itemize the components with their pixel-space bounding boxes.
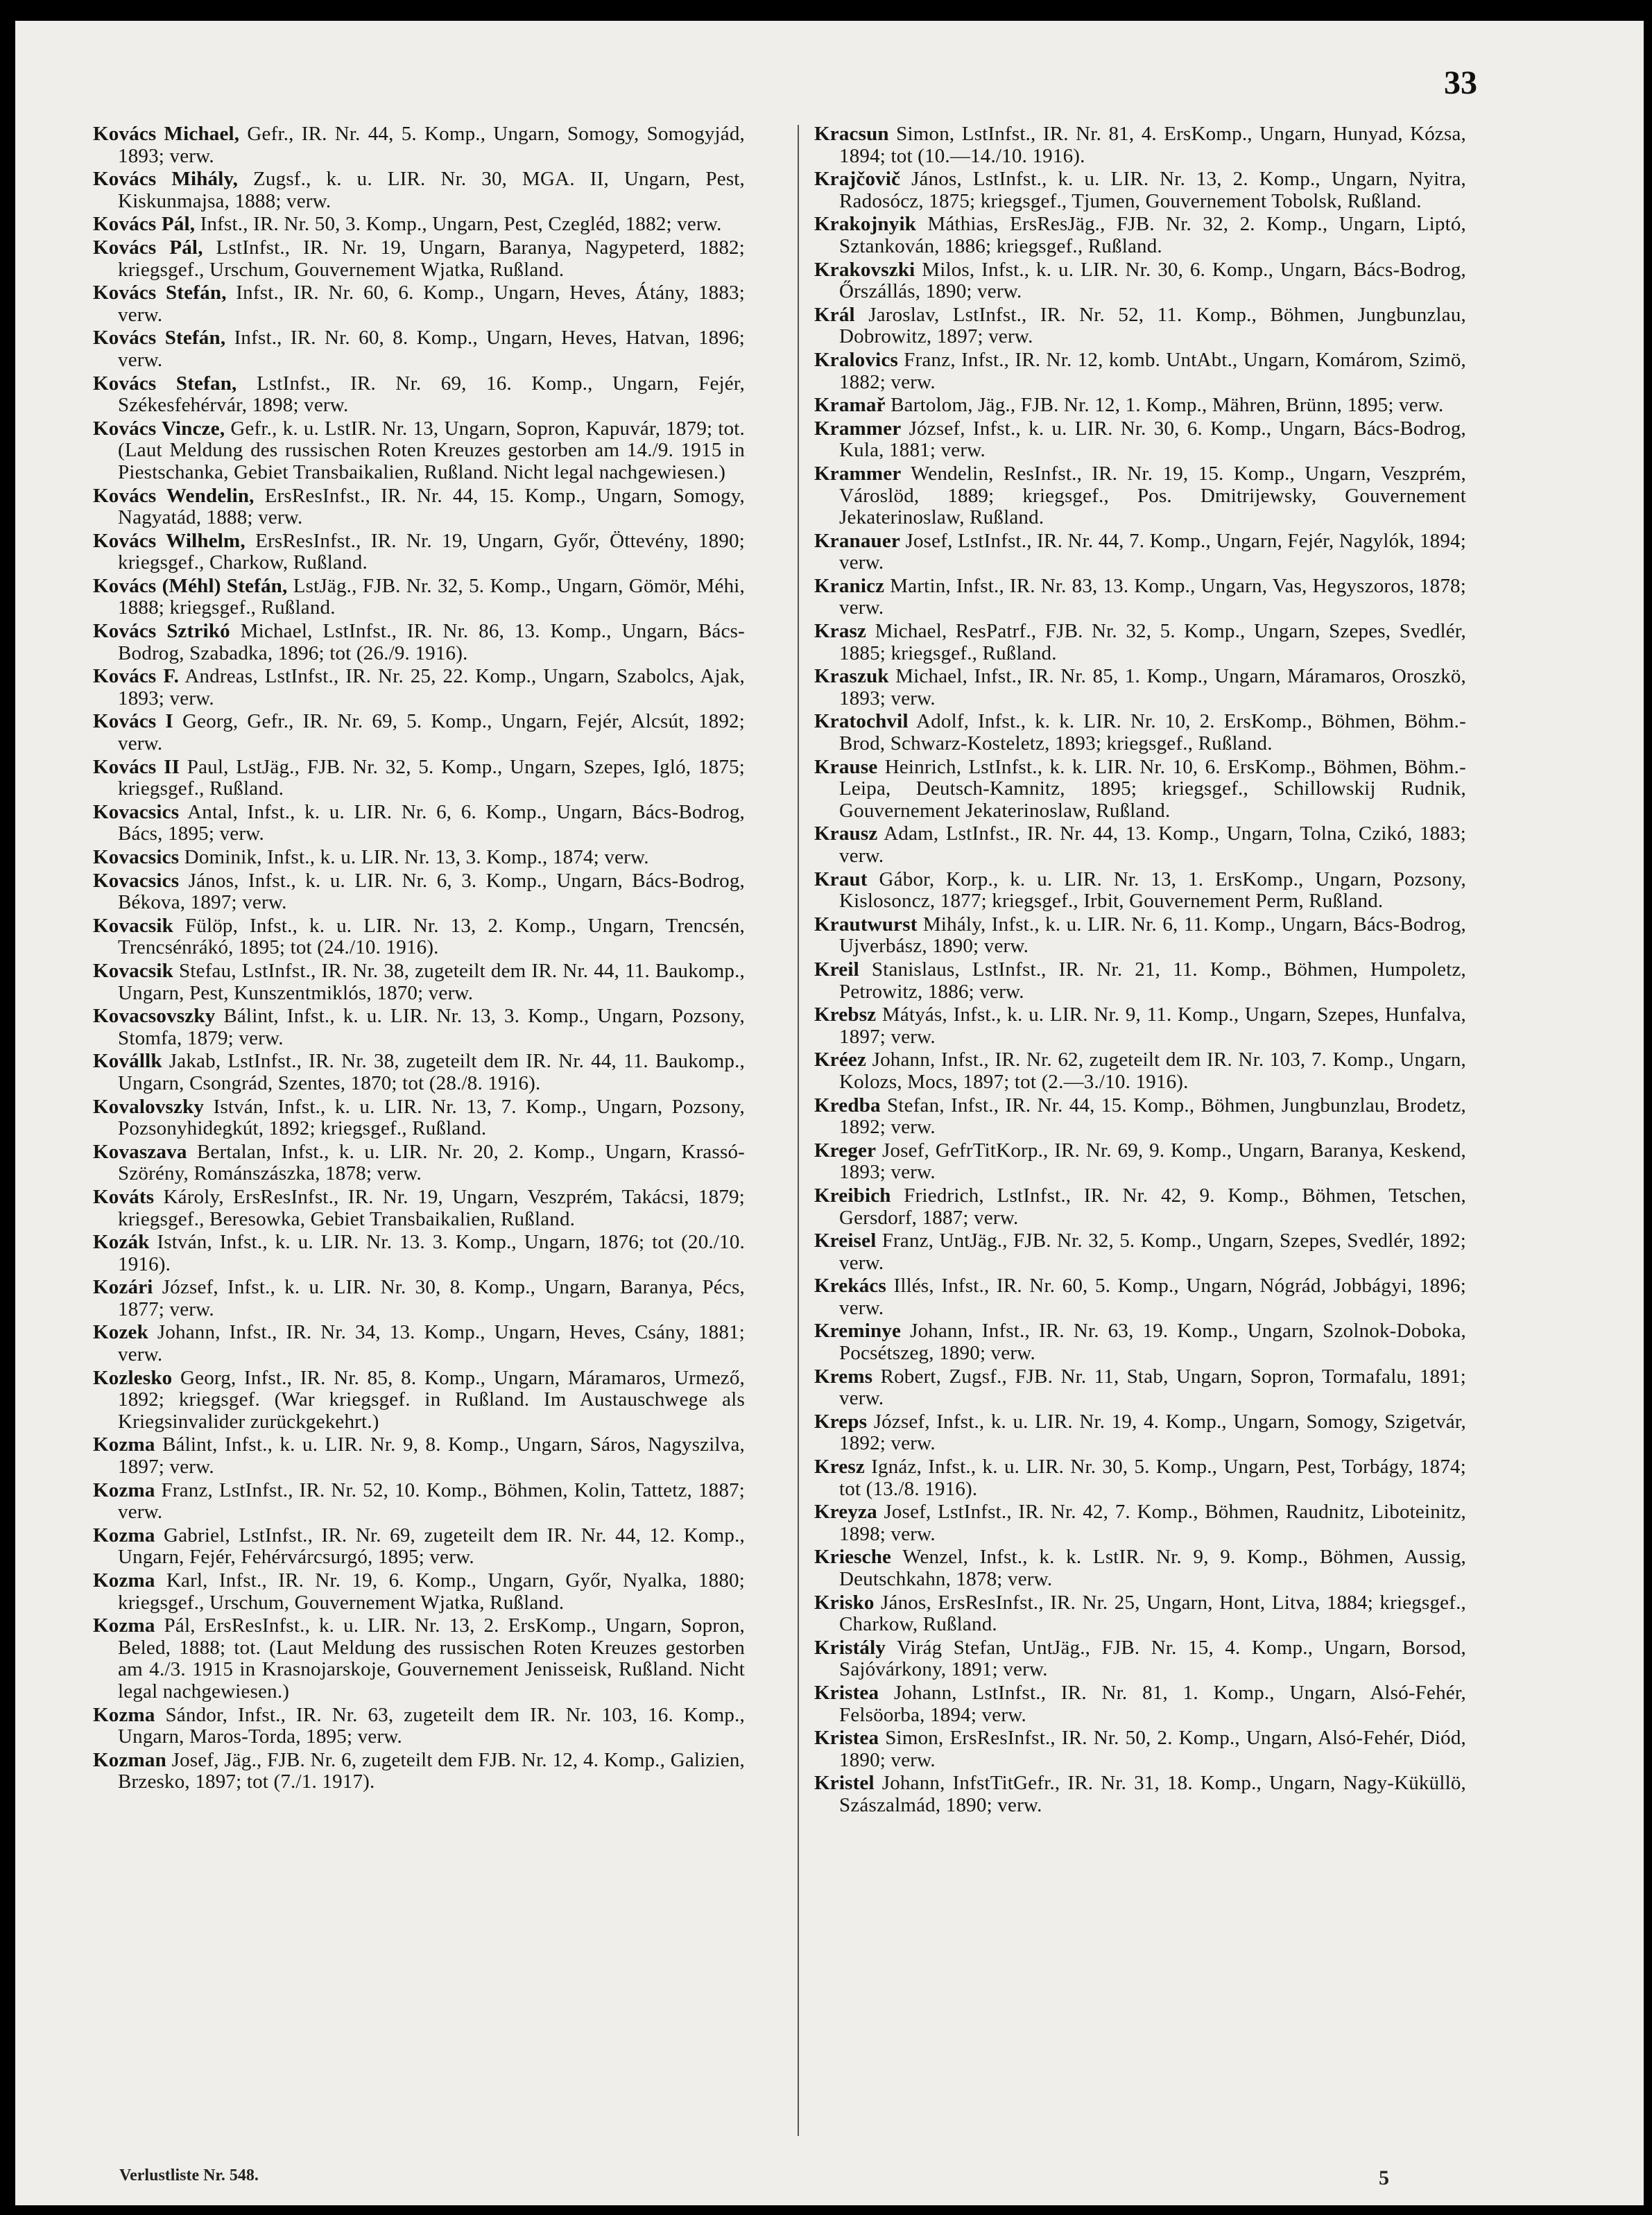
- footer-signature-mark: 5: [1379, 2166, 1389, 2189]
- entry-details: Stanislaus, LstInfst., IR. Nr. 21, 11. Komp., Böhmen, Humpoletz, Petrowitz, 1886; verw.: [839, 958, 1466, 1003]
- list-entry: [814, 869, 1466, 913]
- list-entry: [93, 711, 745, 755]
- entry-name: Krammer: [814, 462, 902, 485]
- entry-details: Mátyás, Infst., k. u. LIR. Nr. 9, 11. Komp., Ungarn, Szepes, Hunfalva, 1897; verw.: [839, 1003, 1466, 1048]
- entry-name: Kreil: [814, 958, 859, 981]
- list-entry: [93, 1368, 745, 1433]
- entry-name: Kovács Mihály,: [93, 168, 239, 191]
- list-entry: [93, 237, 745, 281]
- entry-details: József, Infst., k. u. LIR. Nr. 30, 6. Komp., Ungarn, Bács-Bodrog, Kula, 1881; verw.: [839, 417, 1466, 462]
- entry-details: Franz, LstInfst., IR. Nr. 52, 10. Komp., Böhmen, Kolin, Tattetz, 1887; verw.: [118, 1479, 745, 1524]
- entry-name: Kreger: [814, 1139, 877, 1162]
- list-entry: [93, 327, 745, 371]
- list-entry: [93, 169, 745, 212]
- entry-details: János, ErsResInfst., IR. Nr. 25, Ungarn, Hont, Litva, 1884; kriegsgef., Charkow, Rußland.: [839, 1591, 1466, 1636]
- entry-details: Josef, Jäg., FJB. Nr. 6, zugeteilt dem FJB. Nr. 12, 4. Komp., Galizien, Brzesko, 1897; tot (7./1. 1917).: [118, 1748, 745, 1793]
- list-entry: [93, 870, 745, 914]
- entry-name: Krakojnyik: [814, 213, 917, 236]
- entry-details: LstInfst., IR. Nr. 69, 16. Komp., Ungarn, Fejér, Székesfehérvár, 1898; verw.: [118, 372, 745, 417]
- list-entry: [814, 666, 1466, 709]
- entry-name: Kristea: [814, 1681, 879, 1704]
- list-entry: [93, 666, 745, 709]
- entry-name: Kristea: [814, 1727, 879, 1750]
- entry-details: Friedrich, LstInfst., IR. Nr. 42, 9. Komp., Böhmen, Tetschen, Gersdorf, 1887; verw.: [839, 1184, 1466, 1229]
- entry-name: Král: [814, 303, 855, 326]
- list-entry: [814, 1456, 1466, 1500]
- list-entry: [93, 418, 745, 484]
- entry-details: Gabriel, LstInfst., IR. Nr. 69, zugeteilt dem IR. Nr. 44, 12. Komp., Ungarn, Fejér, Fehérvárcsurgó, 1895; verw.: [118, 1524, 745, 1569]
- entry-name: Kozek: [93, 1321, 148, 1344]
- entry-details: Franz, UntJäg., FJB. Nr. 32, 5. Komp., Ungarn, Szepes, Svedlér, 1892; verw.: [839, 1230, 1466, 1274]
- entry-name: Kovacsics: [93, 869, 180, 892]
- list-entry: [814, 1727, 1466, 1771]
- entry-name: Kreps: [814, 1410, 868, 1433]
- entry-details: István, Infst., k. u. LIR. Nr. 13. 3. Komp., Ungarn, 1876; tot (20./10. 1916).: [118, 1231, 745, 1275]
- entry-name: Kozma: [93, 1479, 155, 1501]
- list-entry: [93, 960, 745, 1004]
- list-entry: [814, 1320, 1466, 1364]
- entry-details: Stefan, Infst., IR. Nr. 44, 15. Komp., Böhmen, Jungbunzlau, Brodetz, 1892; verw.: [839, 1094, 1466, 1139]
- entry-details: Bartolom, Jäg., FJB. Nr. 12, 1. Komp., Mähren, Brünn, 1895; verw.: [885, 394, 1444, 417]
- list-entry: [93, 802, 745, 845]
- entry-details: Karl, Infst., IR. Nr. 19, 6. Komp., Ungarn, Győr, Nyalka, 1880; kriegsgef., Urschum, Gouvernement Wjatka, Rußland.: [118, 1569, 745, 1614]
- list-entry: [93, 1006, 745, 1049]
- list-entry: [814, 1682, 1466, 1726]
- entry-details: Johann, LstInfst., IR. Nr. 81, 1. Komp., Ungarn, Alsó-Fehér, Felsöorba, 1894; verw.: [839, 1681, 1466, 1726]
- list-entry: [814, 1411, 1466, 1455]
- list-entry: [814, 1095, 1466, 1139]
- right-column: [814, 123, 1466, 1818]
- entry-name: Kovács Sztrikó: [93, 620, 230, 643]
- entry-name: Krammer: [814, 417, 902, 440]
- entry-details: Josef, LstInfst., IR. Nr. 44, 7. Komp., Ungarn, Fejér, Nagylók, 1894; verw.: [839, 529, 1466, 574]
- list-entry: [93, 282, 745, 326]
- list-entry: [814, 259, 1466, 303]
- entry-details: Sándor, Infst., IR. Nr. 63, zugeteilt dem IR. Nr. 103, 16. Komp., Ungarn, Maros-Torda, 1895; verw.: [118, 1703, 745, 1748]
- entry-details: Wendelin, ResInfst., IR. Nr. 19, 15. Komp., Ungarn, Veszprém, Városlöd, 1889; kriegsgef., Pos. Dmitrijewsky, Gouvernement Jekaterinoslaw, Rußland.: [839, 462, 1466, 529]
- entry-name: Kreminye: [814, 1320, 902, 1343]
- entry-details: Máthias, ErsResJäg., FJB. Nr. 32, 2. Komp., Ungarn, Liptó, Sztankován, 1886; kriegsgef., Rußland.: [839, 213, 1466, 257]
- list-entry: [93, 1434, 745, 1478]
- list-entry: [814, 757, 1466, 822]
- entry-name: Krisko: [814, 1591, 875, 1614]
- entry-name: Krause: [814, 755, 878, 778]
- list-entry: [93, 1705, 745, 1748]
- entry-details: János, LstInfst., k. u. LIR. Nr. 13, 2. Komp., Ungarn, Nyitra, Radosócz, 1875; kriegsgef., Tjumen, Gouvernement Tobolsk, Rußland.: [839, 168, 1466, 212]
- entry-name: Kovacsik: [93, 914, 173, 937]
- entry-details: Wenzel, Infst., k. k. LstIR. Nr. 9, 9. Komp., Böhmen, Aussig, Deutschkahn, 1878; verw.: [839, 1546, 1466, 1590]
- entry-details: Gefr., k. u. LstIR. Nr. 13, Ungarn, Sopron, Kapuvár, 1879; tot. (Laut Meldung des russischen Roten Kreuzes gestorben am 14./9. 1915 in Piestschanka, Gebiet Transbaikalien, Rußland. Nicht legal nachgewiesen.): [118, 417, 745, 483]
- entry-details: Fülöp, Infst., k. u. LIR. Nr. 13, 2. Komp., Ungarn, Trencsén, Trencsénrákó, 1895; tot (24./10. 1916).: [118, 914, 745, 959]
- list-entry: [814, 711, 1466, 755]
- entry-name: Kriesche: [814, 1546, 892, 1569]
- entry-name: Kralovics: [814, 348, 899, 371]
- entry-name: Kredba: [814, 1094, 881, 1117]
- list-entry: [93, 1232, 745, 1275]
- list-entry: [814, 169, 1466, 212]
- entry-details: Georg, Gefr., IR. Nr. 69, 5. Komp., Ungarn, Fejér, Alcsút, 1892; verw.: [118, 710, 745, 755]
- list-entry: [814, 1501, 1466, 1545]
- entry-name: Kovács Stefán,: [93, 282, 227, 304]
- list-entry: [93, 576, 745, 619]
- list-entry: [93, 1570, 745, 1614]
- list-entry: [814, 1185, 1466, 1229]
- list-entry: [93, 1187, 745, 1230]
- entry-name: Krekács: [814, 1275, 886, 1298]
- document-page: [15, 21, 1644, 2205]
- entry-name: Krajčovič: [814, 168, 901, 191]
- entry-name: Kresz: [814, 1456, 865, 1479]
- entry-name: Kovács I: [93, 710, 173, 733]
- list-entry: [814, 350, 1466, 393]
- list-entry: [93, 915, 745, 959]
- entry-name: Kozma: [93, 1433, 155, 1456]
- list-entry: [814, 418, 1466, 462]
- list-entry: [93, 621, 745, 664]
- entry-details: József, Infst., k. u. LIR. Nr. 30, 8. Komp., Ungarn, Baranya, Pécs, 1877; verw.: [118, 1276, 745, 1320]
- list-entry: [814, 1637, 1466, 1681]
- list-entry: [93, 485, 745, 529]
- list-entry: [814, 1004, 1466, 1048]
- entry-details: Johann, Infst., IR. Nr. 34, 13. Komp., Ungarn, Heves, Csány, 1881; verw.: [118, 1321, 745, 1366]
- column-divider: [798, 125, 799, 2136]
- entry-details: Illés, Infst., IR. Nr. 60, 5. Komp., Ungarn, Nógrád, Jobbágyi, 1896; verw.: [839, 1275, 1466, 1319]
- list-entry: [93, 1051, 745, 1094]
- entry-name: Kraut: [814, 868, 868, 890]
- list-entry: [814, 1592, 1466, 1636]
- entry-name: Krasz: [814, 620, 867, 643]
- list-entry: [814, 1773, 1466, 1816]
- entry-name: Kréez: [814, 1049, 867, 1071]
- entry-name: Krautwurst: [814, 913, 918, 936]
- entry-name: Kreisel: [814, 1230, 877, 1252]
- entry-name: Kreibich: [814, 1184, 891, 1207]
- entry-details: Johann, Infst., IR. Nr. 62, zugeteilt dem IR. Nr. 103, 7. Komp., Ungarn, Kolozs, Mocs, 1897; tot (2.—3./10. 1916).: [839, 1049, 1466, 1093]
- entry-details: Johann, InfstTitGefr., IR. Nr. 31, 18. Komp., Ungarn, Nagy-Küküllö, Szászalmád, 1890; verw.: [839, 1772, 1466, 1816]
- entry-details: János, Infst., k. u. LIR. Nr. 6, 3. Komp., Ungarn, Bács-Bodrog, Békova, 1897; verw.: [118, 869, 745, 914]
- list-entry: [814, 123, 1466, 167]
- entry-name: Kovács (Méhl) Stefán,: [93, 574, 288, 597]
- entry-details: ErsResInfst., IR. Nr. 19, Ungarn, Győr, Öttevény, 1890; kriegsgef., Charkow, Rußland.: [118, 529, 745, 574]
- entry-name: Kovács Pál,: [93, 213, 196, 236]
- list-entry: [814, 1230, 1466, 1274]
- entry-details: Stefau, LstInfst., IR. Nr. 38, zugeteilt dem IR. Nr. 44, 11. Baukomp., Ungarn, Pest, Kunszentmiklós, 1870; verw.: [118, 959, 745, 1004]
- list-entry: [93, 1750, 745, 1793]
- list-entry: [93, 1525, 745, 1569]
- page-number: 33: [1444, 64, 1477, 101]
- list-entry: [814, 463, 1466, 529]
- entry-details: Virág Stefan, UntJäg., FJB. Nr. 15, 4. Komp., Ungarn, Borsod, Sajóvárkony, 1891; verw.: [839, 1636, 1466, 1681]
- entry-details: Mihály, Infst., k. u. LIR. Nr. 6, 11. Komp., Ungarn, Bács-Bodrog, Ujverbász, 1890; verw.: [839, 913, 1466, 958]
- entry-name: Kozlesko: [93, 1366, 173, 1389]
- entry-name: Kovács Wendelin,: [93, 484, 255, 507]
- entry-details: Pál, ErsResInfst., k. u. LIR. Nr. 13, 2. ErsKomp., Ungarn, Sopron, Beled, 1888; tot. (Laut Meldung des russischen Roten Kreuzes gestorben am 4./3. 1915 in Krasnojarskoje, Gouvernement Jenisseisk, Rußland. Nicht legal nachgewiesen.): [118, 1614, 745, 1703]
- list-entry: [814, 304, 1466, 348]
- list-entry: [93, 1480, 745, 1524]
- entry-details: Adolf, Infst., k. k. LIR. Nr. 10, 2. ErsKomp., Böhmen, Böhm.-Brod, Schwarz-Kosteletz, 1893; kriegsgef., Rußland.: [839, 710, 1466, 755]
- list-entry: [93, 847, 745, 869]
- entry-name: Kovács F.: [93, 665, 180, 688]
- list-entry: [814, 214, 1466, 257]
- list-entry: [814, 531, 1466, 574]
- entry-name: Kovalovszky: [93, 1095, 205, 1118]
- list-entry: [814, 395, 1466, 417]
- entry-details: Infst., IR. Nr. 50, 3. Komp., Ungarn, Pest, Czegléd, 1882; verw.: [195, 213, 722, 236]
- entry-details: Josef, GefrTitKorp., IR. Nr. 69, 9. Komp., Ungarn, Baranya, Keskend, 1893; verw.: [839, 1139, 1466, 1184]
- entry-details: Simon, LstInfst., IR. Nr. 81, 4. ErsKomp., Ungarn, Hunyad, Kózsa, 1894; tot (10.—14./10. 1916).: [839, 123, 1466, 167]
- list-entry: [814, 1366, 1466, 1410]
- entry-name: Kraszuk: [814, 665, 889, 688]
- entry-name: Kozman: [93, 1748, 166, 1771]
- entry-details: Bálint, Infst., k. u. LIR. Nr. 9, 8. Komp., Ungarn, Sáros, Nagyszilva, 1897; verw.: [118, 1433, 745, 1479]
- entry-name: Kristály: [814, 1636, 886, 1659]
- list-entry: [93, 214, 745, 236]
- entry-name: Kovács Michael,: [93, 123, 240, 145]
- entry-details: Franz, Infst., IR. Nr. 12, komb. UntAbt., Ungarn, Komárom, Szimö, 1882; verw.: [839, 348, 1466, 393]
- entry-name: Krausz: [814, 822, 878, 845]
- entry-details: LstInfst., IR. Nr. 19, Ungarn, Baranya, Nagypeterd, 1882; kriegsgef., Urschum, Gouvernement Wjatka, Rußland.: [118, 236, 745, 281]
- entry-details: Jakab, LstInfst., IR. Nr. 38, zugeteilt dem IR. Nr. 44, 11. Baukomp., Ungarn, Csongrád, Szentes, 1870; tot (28./8. 1916).: [118, 1050, 745, 1094]
- entry-name: Kovacsovszky: [93, 1005, 216, 1028]
- list-entry: [93, 1277, 745, 1320]
- entry-details: Heinrich, LstInfst., k. k. LIR. Nr. 10, 6. ErsKomp., Böhmen, Böhm.-Leipa, Deutsch-Kamnitz, 1895; kriegsgef., Schillowskij Rudnik, Gouvernement Jekaterinoslaw, Rußland.: [839, 755, 1466, 822]
- entry-name: Krakovszki: [814, 258, 915, 281]
- entry-details: Infst., IR. Nr. 60, 8. Komp., Ungarn, Heves, Hatvan, 1896; verw.: [118, 327, 746, 371]
- entry-details: Josef, LstInfst., IR. Nr. 42, 7. Komp., Böhmen, Raudnitz, Liboteinitz, 1898; verw.: [839, 1501, 1466, 1545]
- list-entry: [814, 823, 1466, 867]
- entry-name: Kovacsics: [93, 846, 180, 868]
- list-entry: [93, 373, 745, 417]
- entry-details: Infst., IR. Nr. 60, 6. Komp., Ungarn, Heves, Átány, 1883; verw.: [118, 282, 745, 326]
- entry-details: Ignáz, Infst., k. u. LIR. Nr. 30, 5. Komp., Ungarn, Pest, Torbágy, 1874; tot (13./8. 1916).: [839, 1456, 1466, 1500]
- entry-details: Jaroslav, LstInfst., IR. Nr. 52, 11. Komp., Böhmen, Jungbunzlau, Dobrowitz, 1897; verw.: [839, 303, 1466, 348]
- list-entry: [814, 1049, 1466, 1093]
- entry-details: Károly, ErsResInfst., IR. Nr. 19, Ungarn, Veszprém, Takácsi, 1879; kriegsgef., Beresowka, Gebiet Transbaikalien, Rußland.: [118, 1185, 745, 1230]
- list-entry: [814, 576, 1466, 619]
- entry-name: Kovács Wilhelm,: [93, 529, 246, 552]
- entry-details: Simon, ErsResInfst., IR. Nr. 50, 2. Komp., Ungarn, Alsó-Fehér, Diód, 1890; verw.: [839, 1727, 1466, 1771]
- entry-name: Kovács Pál,: [93, 236, 203, 259]
- entry-name: Kozma: [93, 1524, 155, 1546]
- entry-name: Kovács Vincze,: [93, 417, 225, 440]
- entry-name: Kramař: [814, 394, 886, 417]
- entry-details: Paul, LstJäg., FJB. Nr. 32, 5. Komp., Ungarn, Szepes, Igló, 1875; kriegsgef., Rußland.: [118, 755, 745, 800]
- entry-name: Krems: [814, 1365, 873, 1388]
- list-entry: [814, 1275, 1466, 1319]
- left-column: [93, 123, 745, 1795]
- entry-details: Michael, LstInfst., IR. Nr. 86, 13. Komp., Ungarn, Bács-Bodrog, Szabadka, 1896; tot (26./9. 1916).: [118, 620, 745, 664]
- entry-name: Kovács II: [93, 755, 180, 778]
- list-entry: [814, 959, 1466, 1003]
- list-entry: [93, 1096, 745, 1140]
- list-entry: [93, 123, 745, 167]
- list-entry: [93, 1615, 745, 1703]
- entry-details: Andreas, LstInfst., IR. Nr. 25, 22. Komp., Ungarn, Szabolcs, Ajak, 1893; verw.: [118, 665, 745, 709]
- entry-name: Kratochvil: [814, 710, 909, 733]
- entry-name: Krebsz: [814, 1003, 877, 1026]
- entry-name: Kreyza: [814, 1501, 877, 1524]
- entry-name: Kracsun: [814, 123, 889, 145]
- entry-details: Michael, Infst., IR. Nr. 85, 1. Komp., Ungarn, Máramaros, Oroszkö, 1893; verw.: [839, 665, 1466, 709]
- entry-details: LstJäg., FJB. Nr. 32, 5. Komp., Ungarn, Gömör, Méhi, 1888; kriegsgef., Rußland.: [118, 574, 745, 619]
- entry-name: Kovács Stefán,: [93, 327, 226, 350]
- entry-details: Johann, Infst., IR. Nr. 63, 19. Komp., Ungarn, Szolnok-Doboka, Pocsétszeg, 1890; verw.: [839, 1320, 1466, 1365]
- entry-details: Gábor, Korp., k. u. LIR. Nr. 13, 1. ErsKomp., Ungarn, Pozsony, Kislosoncz, 1877; kriegsgef., Irbit, Gouvernement Perm, Rußland.: [839, 868, 1466, 913]
- footer-title: Verlustliste Nr. 548.: [119, 2166, 259, 2184]
- list-entry: [814, 621, 1466, 664]
- entry-details: Bertalan, Infst., k. u. LIR. Nr. 20, 2. Komp., Ungarn, Krassó-Szörény, Románszászka, 1878; verw.: [118, 1140, 745, 1185]
- entry-name: Kranauer: [814, 529, 901, 552]
- entry-name: Kovaszava: [93, 1140, 187, 1163]
- entry-name: Kozma: [93, 1569, 155, 1592]
- entry-name: Kozári: [93, 1276, 153, 1299]
- list-entry: [93, 531, 745, 574]
- list-entry: [93, 1141, 745, 1185]
- entry-name: Kozák: [93, 1231, 150, 1254]
- entry-details: Michael, ResPatrf., FJB. Nr. 32, 5. Komp., Ungarn, Szepes, Svedlér, 1885; kriegsgef., Rußland.: [839, 620, 1466, 664]
- entry-details: ErsResInfst., IR. Nr. 44, 15. Komp., Ungarn, Somogy, Nagyatád, 1888; verw.: [118, 484, 745, 529]
- list-entry: [814, 914, 1466, 958]
- entry-name: Kozma: [93, 1703, 155, 1726]
- entry-details: Milos, Infst., k. u. LIR. Nr. 30, 6. Komp., Ungarn, Bács-Bodrog, Őrszállás, 1890; verw.: [839, 258, 1466, 303]
- list-entry: [93, 1322, 745, 1365]
- entry-name: Kovállk: [93, 1050, 162, 1073]
- entry-details: Dominik, Infst., k. u. LIR. Nr. 13, 3. Komp., 1874; verw.: [179, 846, 649, 868]
- entry-name: Kranicz: [814, 574, 885, 597]
- entry-name: Kozma: [93, 1614, 155, 1637]
- entry-name: Kovacsics: [93, 800, 180, 823]
- entry-details: Gefr., IR. Nr. 44, 5. Komp., Ungarn, Somogy, Somogyjád, 1893; verw.: [118, 123, 745, 167]
- entry-details: József, Infst., k. u. LIR. Nr. 19, 4. Komp., Ungarn, Somogy, Szigetvár, 1892; verw.: [839, 1410, 1466, 1455]
- entry-details: Antal, Infst., k. u. LIR. Nr. 6, 6. Komp., Ungarn, Bács-Bodrog, Bács, 1895; verw.: [118, 800, 745, 845]
- entry-name: Kovacsik: [93, 959, 173, 982]
- entry-details: Adam, LstInfst., IR. Nr. 44, 13. Komp., Ungarn, Tolna, Czikó, 1883; verw.: [839, 822, 1466, 867]
- entry-name: Kováts: [93, 1185, 155, 1208]
- list-entry: [93, 757, 745, 800]
- entry-details: Bálint, Infst., k. u. LIR. Nr. 13, 3. Komp., Ungarn, Pozsony, Stomfa, 1879; verw.: [118, 1005, 745, 1049]
- list-entry: [814, 1140, 1466, 1184]
- entry-details: Martin, Infst., IR. Nr. 83, 13. Komp., Ungarn, Vas, Hegyszoros, 1878; verw.: [839, 574, 1466, 619]
- list-entry: [814, 1546, 1466, 1590]
- entry-details: István, Infst., k. u. LIR. Nr. 13, 7. Komp., Ungarn, Pozsony, Pozsonyhidegkút, 1892; kriegsgef., Rußland.: [118, 1095, 745, 1140]
- entry-details: Zugsf., k. u. LIR. Nr. 30, MGA. II, Ungarn, Pest, Kiskunmajsa, 1888; verw.: [118, 168, 746, 212]
- entry-details: Robert, Zugsf., FJB. Nr. 11, Stab, Ungarn, Sopron, Tormafalu, 1891; verw.: [839, 1365, 1466, 1410]
- entry-name: Kristel: [814, 1772, 875, 1795]
- entry-details: Georg, Infst., IR. Nr. 85, 8. Komp., Ungarn, Máramaros, Urmező, 1892; kriegsgef. (War kriegsgef. in Rußland. Im Austauschwege als Kriegsinvalider zurückgekehrt.): [118, 1366, 745, 1433]
- entry-name: Kovács Stefan,: [93, 372, 237, 395]
